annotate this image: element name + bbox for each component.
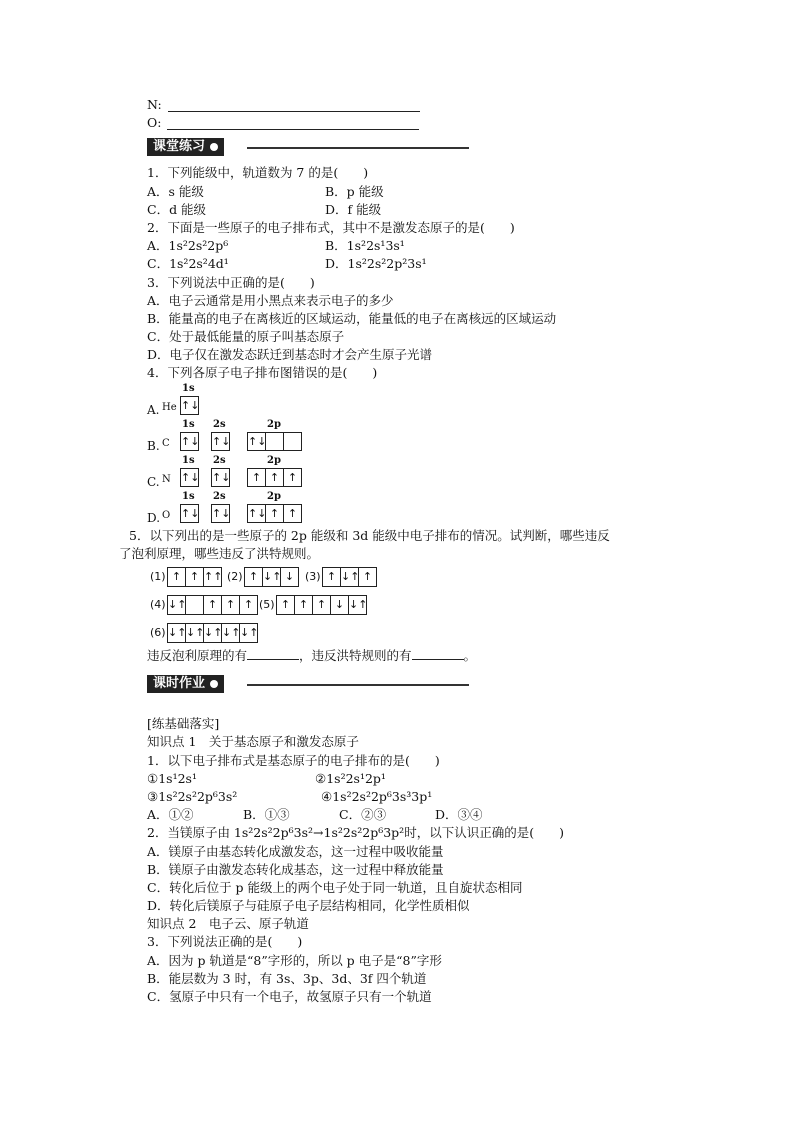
pauli-answer-blank[interactable] (247, 647, 299, 660)
h1-options: A．①② B．①③ C．②③ D．③④ (147, 807, 483, 823)
q2-options-ab: A．1s²2s²2p⁶ B．1s²2s¹3s¹ (147, 238, 405, 254)
sublevel-label: 2s (213, 418, 226, 430)
orbital-box: ↑↓ (247, 432, 266, 451)
sublevel-label: 1s (182, 418, 195, 430)
q4-option-c (147, 455, 687, 491)
worksheet-page (119, 96, 687, 1006)
h1-stem: 1．以下电子排布式是基态原子的电子排布的是( ) (147, 752, 440, 768)
orbital-group (180, 468, 199, 487)
h2-option-c: C．转化后位于 p 能级上的两个电子处于同一轨道，且自旋状态相同 (147, 879, 523, 895)
orbital-box: ↑ (322, 567, 341, 587)
orbital-box: ↑ (265, 504, 284, 523)
orbital-box: ↑ (185, 567, 204, 587)
element-symbol: He (162, 401, 177, 413)
item-number: (5) (259, 598, 275, 611)
orbital-box: ↑ (283, 468, 302, 487)
orbital-box (265, 432, 284, 451)
orbital-group (211, 504, 230, 523)
section-rule (247, 147, 469, 149)
item-number: (4) (150, 598, 166, 611)
orbital-group (244, 567, 299, 587)
h2-option-b: B．镁原子由激发态转化成基态，这一过程中释放能量 (147, 861, 444, 877)
orbital-group (180, 504, 199, 523)
h3-option-b: B．能层数为 3 时，有 3s、3p、3d、3f 四个轨道 (147, 970, 427, 986)
q3-option-d: D．电子仅在激发态跃迁到基态时才会产生原子光谱 (147, 347, 433, 363)
q4-option-d (147, 491, 687, 527)
q5-row (147, 619, 687, 647)
orbital-box (283, 432, 302, 451)
q3-option-a: A．电子云通常是用小黑点来表示电子的多少 (147, 292, 394, 308)
element-symbol: O (162, 509, 171, 521)
orbital-group (167, 567, 222, 587)
orbital-box: ↑↓ (211, 468, 230, 487)
q1-options-ab: A．s 能级 B．p 能级 (147, 183, 384, 199)
orbital-group (167, 623, 258, 643)
orbital-group (180, 396, 199, 415)
orbital-group (247, 468, 302, 487)
section-rule (247, 684, 469, 686)
h3-option-c: C．氢原子中只有一个电子，故氢原子只有一个轨道 (147, 989, 432, 1004)
orbital-group (276, 595, 367, 615)
item-number: (6) (150, 626, 166, 639)
q5-stem-1: 5．以下列出的是一些原子的 2p 能级和 3d 能级中电子排布的情况。试判断，哪些违反 (129, 527, 610, 543)
orbital-box: ↑↓ (180, 504, 199, 523)
o-label: O: (147, 115, 162, 131)
orbital-group (180, 432, 199, 451)
q4-option-a (147, 383, 687, 419)
hund-answer-blank[interactable] (412, 647, 464, 660)
item-number: (2) (227, 570, 243, 583)
h2-stem: 2．当镁原子由 1s²2s²2p⁶3s²→1s²2s²2p⁶3p²时，以下认识正确的是( ) (147, 825, 564, 841)
option-letter: A. (147, 402, 160, 417)
h2-option-a: A．镁原子由基态转化成激发态，这一过程中吸收能量 (147, 843, 444, 859)
q1-stem: 1．下列能级中，轨道数为 7 的是( ) (147, 165, 369, 181)
orbital-box: ↑ (203, 595, 222, 615)
item-number: (1) (150, 570, 166, 583)
h2-option-d: D．转化后镁原子与硅原子电子层结构相同，化学性质相似 (147, 898, 470, 914)
orbital-box: ↓ (280, 567, 299, 587)
section-header-homework (147, 673, 687, 695)
sublevel-label: 1s (182, 490, 195, 502)
sublevel-label: 2p (267, 490, 281, 502)
sublevel-label: 2p (267, 418, 281, 430)
element-symbol: C (162, 437, 170, 449)
orbital-group (247, 504, 302, 523)
orbital-box: ↓ (330, 595, 349, 615)
orbital-box: ↑ (312, 595, 331, 615)
orbital-box: ↑ (294, 595, 313, 615)
h1-items-12: ①1s¹2s¹ ②1s²2s¹2p¹ (147, 770, 386, 786)
q5-stem-2: 了泡利原理，哪些违反了洪特规则。 (119, 545, 320, 561)
q3-stem: 3．下列说法中正确的是( ) (147, 274, 315, 290)
orbital-box: ↑↓ (247, 504, 266, 523)
orbital-box: ↑ (247, 468, 266, 487)
q3-option-c: C．处于最低能量的原子叫基态原子 (147, 329, 345, 345)
h3-option-a: A．因为 p 轨道是“8”字形的，所以 p 电子是“8”字形 (147, 952, 442, 968)
orbital-box: ↓↑ (348, 595, 367, 615)
element-symbol: N (162, 473, 171, 485)
section-tag: 课堂练习 (147, 138, 224, 156)
orbital-box: ↑↓ (180, 468, 199, 487)
orbital-group (167, 595, 258, 615)
sublevel-label: 2p (267, 454, 281, 466)
orbital-box: ↓↑ (203, 623, 222, 643)
h1-items-34: ③1s²2s²2p⁶3s² ④1s²2s²2p⁶3s³3p¹ (147, 788, 433, 804)
orbital-box: ↑ (276, 595, 295, 615)
option-letter: C. (147, 474, 160, 489)
section-header-classroom (147, 136, 687, 158)
sublevel-label: 2s (213, 454, 226, 466)
q5-answer-line: 违反泡利原理的有 ，违反洪特规则的有 。 (147, 648, 477, 663)
orbital-box: ↓↑ (340, 567, 359, 587)
orbital-box: ↑↑ (203, 567, 222, 587)
option-letter: D. (147, 510, 161, 525)
option-letter: B. (147, 438, 160, 453)
orbital-box (185, 595, 204, 615)
n-label: N: (147, 97, 162, 112)
orbital-box: ↓↑ (167, 623, 186, 643)
orbital-box: ↓↑ (239, 623, 258, 643)
q5-row (147, 591, 687, 619)
orbital-box: ↓↑ (221, 623, 240, 643)
orbital-box: ↑ (265, 468, 284, 487)
q3-option-b: B．能量高的电子在离核近的区域运动，能量低的电子在离核远的区域运动 (147, 310, 557, 326)
orbital-group (211, 468, 230, 487)
orbital-group (211, 432, 230, 451)
o-blank[interactable] (167, 117, 419, 130)
h3-stem: 3．下列说法正确的是( ) (147, 934, 303, 950)
section-tag: 课时作业 (147, 675, 224, 693)
orbital-box: ↑↓ (180, 396, 199, 415)
knowledge-point-1: 知识点 1 关于基态原子和激发态原子 (147, 734, 359, 750)
q1-options-cd: C．d 能级 D．f 能级 (147, 201, 382, 217)
orbital-box: ↑↓ (211, 504, 230, 523)
bullet-dot-icon (210, 680, 218, 688)
o-fill-line (147, 114, 687, 132)
orbital-box: ↑↓ (211, 432, 230, 451)
orbital-group (322, 567, 377, 587)
orbital-box: ↓↑ (262, 567, 281, 587)
q4-option-b (147, 419, 687, 455)
orbital-box: ↑↓ (180, 432, 199, 451)
n-blank[interactable] (168, 99, 420, 112)
orbital-box: ↓↑ (185, 623, 204, 643)
orbital-box: ↓↑ (167, 595, 186, 615)
orbital-box: ↑ (167, 567, 186, 587)
sublevel-label: 2s (213, 490, 226, 502)
sublevel-label: 1s (182, 382, 195, 394)
hw-head: [练基础落实] (147, 716, 220, 732)
orbital-group (247, 432, 302, 451)
orbital-box: ↑ (358, 567, 377, 587)
q5-orbital-diagrams (147, 563, 687, 647)
knowledge-point-2: 知识点 2 电子云、原子轨道 (147, 916, 309, 932)
bullet-dot-icon (210, 143, 218, 151)
q2-options-cd: C．1s²2s²4d¹ D．1s²2s²2p²3s¹ (147, 256, 427, 272)
item-number: (3) (305, 570, 321, 583)
q4-stem: 4．下列各原子电子排布图错误的是( ) (147, 365, 378, 381)
q5-row (147, 563, 687, 591)
q2-stem: 2．下面是一些原子的电子排布式，其中不是激发态原子的是( ) (147, 219, 515, 235)
orbital-box: ↑ (244, 567, 263, 587)
n-fill-line (147, 96, 687, 114)
orbital-box: ↑ (221, 595, 240, 615)
orbital-box: ↑ (239, 595, 258, 615)
orbital-box: ↑ (283, 504, 302, 523)
q4-orbital-diagrams (147, 383, 687, 527)
sublevel-label: 1s (182, 454, 195, 466)
